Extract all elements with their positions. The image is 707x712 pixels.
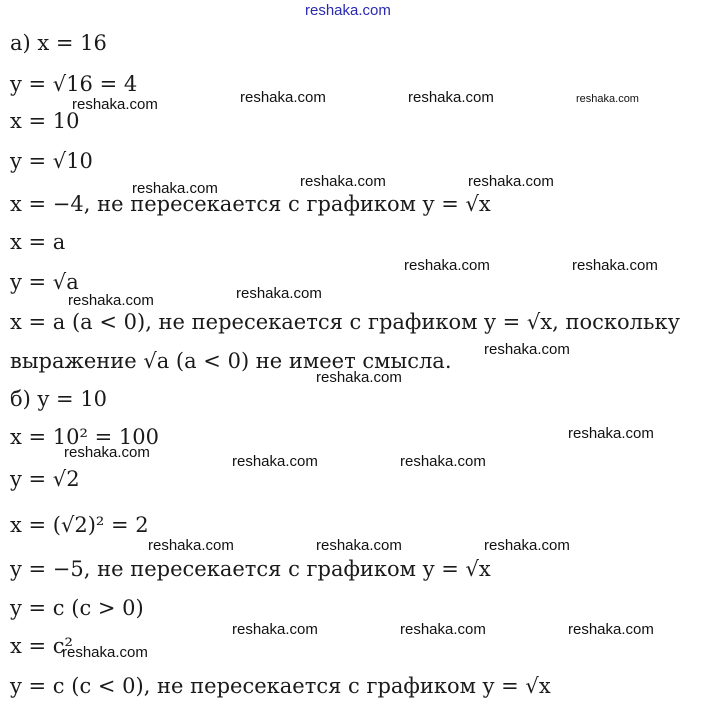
solution-line-3: x = 10 xyxy=(10,109,80,133)
solution-line-5: x = −4, не пересекается с графиком y = √x xyxy=(10,192,491,216)
solution-line-6: x = a xyxy=(10,230,66,254)
watermark: reshaka.com xyxy=(64,444,150,461)
solution-line-17: y = c (c < 0), не пересекается с графиком y = √x xyxy=(10,674,551,698)
watermark: reshaka.com xyxy=(236,285,322,302)
solution-line-1: а) x = 16 xyxy=(10,31,107,55)
watermark: reshaka.com xyxy=(408,89,494,106)
watermark: reshaka.com xyxy=(400,453,486,470)
watermark: reshaka.com xyxy=(404,257,490,274)
watermark: reshaka.com xyxy=(468,173,554,190)
solution-line-14: y = −5, не пересекается с графиком y = √x xyxy=(10,557,491,581)
watermark: reshaka.com xyxy=(400,621,486,638)
solution-line-13: x = (√2)² = 2 xyxy=(10,513,149,537)
watermark: reshaka.com xyxy=(316,537,402,554)
watermark: reshaka.com xyxy=(68,292,154,309)
watermark: reshaka.com xyxy=(576,93,639,105)
watermark: reshaka.com xyxy=(316,369,402,386)
watermark: reshaka.com xyxy=(240,89,326,106)
solution-line-10: б) y = 10 xyxy=(10,387,108,411)
solution-line-12: y = √2 xyxy=(10,467,80,491)
solution-line-2: y = √16 = 4 xyxy=(10,72,138,96)
watermark: reshaka.com xyxy=(572,257,658,274)
solution-line-15: y = c (c > 0) xyxy=(10,596,144,620)
watermark: reshaka.com xyxy=(484,341,570,358)
watermark: reshaka.com xyxy=(132,180,218,197)
watermark: reshaka.com xyxy=(568,621,654,638)
watermark: reshaka.com xyxy=(232,453,318,470)
watermark: reshaka.com xyxy=(72,96,158,113)
watermark-top: reshaka.com xyxy=(305,2,391,19)
watermark: reshaka.com xyxy=(148,537,234,554)
solution-line-7: y = √a xyxy=(10,270,79,294)
watermark: reshaka.com xyxy=(300,173,386,190)
solution-line-11: x = 10² = 100 xyxy=(10,425,159,449)
solution-line-8: x = a (a < 0), не пересекается с графиком y = √x, поскольку xyxy=(10,310,680,334)
watermark: reshaka.com xyxy=(484,537,570,554)
solution-line-4: y = √10 xyxy=(10,149,93,173)
solution-line-16: x = c² xyxy=(10,634,73,658)
watermark: reshaka.com xyxy=(568,425,654,442)
watermark: reshaka.com xyxy=(232,621,318,638)
solution-line-9: выражение √a (a < 0) не имеет смысла. xyxy=(10,349,452,373)
watermark: reshaka.com xyxy=(62,644,148,661)
